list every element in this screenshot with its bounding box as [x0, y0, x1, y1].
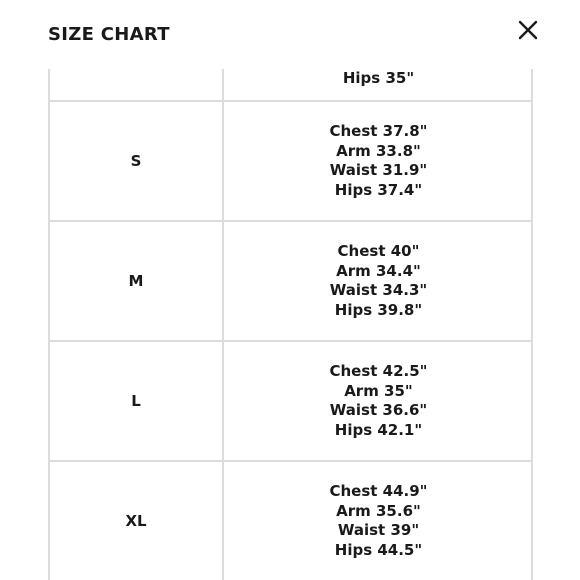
measurement-cell: [224, 462, 533, 580]
size-label: M: [128, 272, 144, 290]
measurement-waist: Waist 36.6": [329, 401, 428, 419]
size-label: XL: [125, 512, 147, 530]
measurement-chest: Chest 42.5": [329, 362, 428, 380]
measurement-chest: Chest 40": [337, 242, 420, 260]
table-row: [48, 222, 533, 342]
table-row: [48, 102, 533, 222]
measurement-arm: Arm 35": [344, 381, 413, 400]
measurement-cell: [224, 222, 533, 340]
close-button[interactable]: [514, 16, 542, 44]
measurement-cell: [224, 69, 533, 100]
measurement-hips: Hips 39.8": [334, 300, 423, 319]
measurement-waist: Waist 39": [337, 521, 420, 539]
modal-title: SIZE CHART: [48, 24, 170, 45]
measurement-chest: Chest 37.8": [329, 122, 428, 140]
size-label: [48, 69, 224, 100]
measurement-arm: Arm 35.6": [336, 501, 421, 520]
table-row: [48, 342, 533, 462]
size-chart-table: [48, 69, 533, 580]
size-chart-scroll-area[interactable]: [48, 69, 533, 580]
close-icon: [514, 16, 542, 44]
measurement-waist: Waist 34.3": [329, 281, 428, 299]
table-row: [48, 69, 533, 102]
measurement-hips: Hips 37.4": [334, 180, 423, 199]
measurement-hips: Hips 35": [342, 69, 415, 87]
size-label: S: [130, 152, 142, 170]
table-row: [48, 462, 533, 580]
measurement-hips: Hips 44.5": [334, 540, 423, 559]
measurement-cell: [224, 102, 533, 220]
measurement-chest: Chest 44.9": [329, 482, 428, 500]
measurement-waist: Waist 31.9": [329, 161, 428, 179]
size-label: L: [131, 392, 141, 410]
measurement-arm: Arm 33.8": [336, 141, 421, 160]
measurement-arm: Arm 34.4": [336, 261, 421, 280]
measurement-cell: [224, 342, 533, 460]
measurement-hips: Hips 42.1": [334, 420, 423, 439]
